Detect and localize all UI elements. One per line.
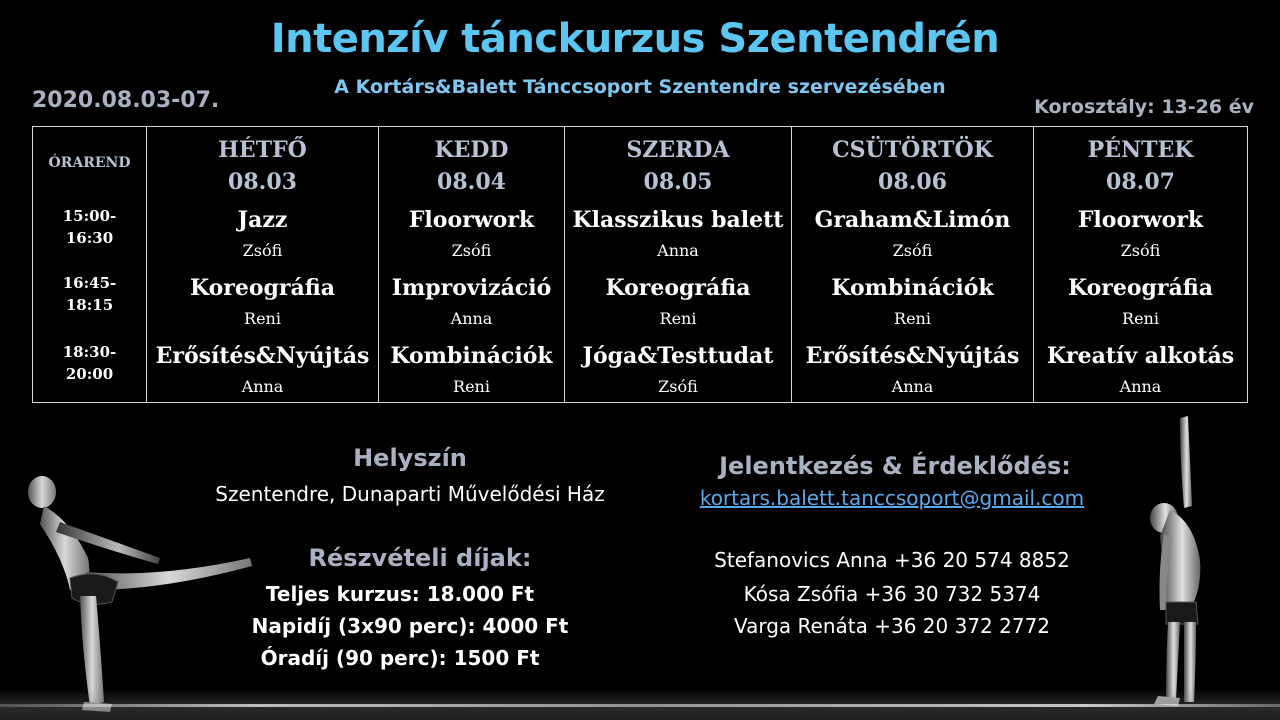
- location-text: Szentendre, Dunaparti Művelődési Ház: [215, 482, 605, 506]
- day-date: 08.03: [228, 169, 297, 195]
- class-name: Kombinációk: [831, 275, 994, 301]
- class-name: Kreatív alkotás: [1046, 343, 1235, 369]
- day-name: PÉNTEK: [1087, 137, 1194, 163]
- class-name: Erősítés&Nyújtás: [805, 343, 1020, 369]
- time-column: [33, 127, 146, 402]
- course-dates: 2020.08.03-07.: [32, 88, 220, 113]
- class-teacher: Reni: [244, 309, 281, 328]
- class-teacher: Anna: [241, 377, 284, 396]
- class-name: Improvizáció: [391, 275, 552, 301]
- day-date: 08.06: [878, 169, 947, 195]
- class-teacher: Anna: [450, 309, 493, 328]
- class-teacher: Reni: [1122, 309, 1159, 328]
- day-column-tuesday: [379, 127, 564, 402]
- time-slot-3: 18:30- 20:00: [62, 343, 117, 383]
- schedule-corner-label: ÓRAREND: [48, 155, 131, 171]
- fee-item: Napidíj (3x90 perc): 4000 Ft: [251, 614, 569, 638]
- stage-floor-line: [0, 704, 1280, 707]
- day-date: 08.04: [437, 169, 506, 195]
- right-dancer-image: [1130, 410, 1280, 720]
- day-name: KEDD: [434, 137, 509, 163]
- class-name: Koreográfia: [1067, 275, 1214, 301]
- class-teacher: Reni: [659, 309, 697, 328]
- organizer-subtitle: A Kortárs&Balett Tánccsoport Szentendre szervezésében: [334, 76, 946, 98]
- fee-item: Óradíj (90 perc): 1500 Ft: [260, 646, 540, 670]
- class-name: Koreográfia: [605, 275, 751, 301]
- age-group: Korosztály: 13-26 év: [1034, 96, 1254, 118]
- class-name: Klasszikus balett: [572, 207, 784, 233]
- time-slot-1: 15:00- 16:30: [62, 207, 117, 247]
- contact-heading: Jelentkezés & Érdeklődés:: [719, 452, 1071, 480]
- contact-email-link[interactable]: kortars.balett.tanccsoport@gmail.com: [699, 486, 1085, 510]
- class-teacher: Reni: [453, 377, 490, 396]
- day-name: CSÜTÖRTÖK: [832, 137, 993, 163]
- day-column-thursday: [792, 127, 1033, 402]
- day-column-wednesday: [565, 127, 791, 402]
- class-name: Floorwork: [408, 207, 535, 233]
- schedule-table: [32, 126, 1248, 403]
- day-name: SZERDA: [626, 137, 730, 163]
- class-teacher: Zsófi: [892, 241, 933, 260]
- contact-person: Kósa Zsófia +36 30 732 5374: [743, 582, 1041, 606]
- day-date: 08.07: [1106, 169, 1175, 195]
- class-name: Graham&Limón: [814, 207, 1011, 233]
- class-name: Jazz: [237, 207, 288, 233]
- fees-heading: Részvételi díjak:: [308, 544, 532, 572]
- class-name: Koreográfia: [189, 275, 336, 301]
- class-teacher: Anna: [657, 241, 699, 260]
- fee-item: Teljes kurzus: 18.000 Ft: [265, 582, 535, 606]
- location-heading: Helyszín: [353, 444, 467, 472]
- class-teacher: Anna: [1119, 377, 1162, 396]
- page-title: Intenzív tánckurzus Szentendrén: [270, 16, 1000, 62]
- class-teacher: Zsófi: [242, 241, 283, 260]
- class-teacher: Reni: [894, 309, 931, 328]
- class-teacher: Zsófi: [658, 377, 698, 396]
- class-name: Kombinációk: [390, 343, 553, 369]
- class-name: Jóga&Testtudat: [582, 343, 774, 369]
- day-column-friday: [1034, 127, 1247, 402]
- class-teacher: Zsófi: [1120, 241, 1161, 260]
- day-date: 08.05: [643, 169, 713, 195]
- day-name: HÉTFŐ: [218, 137, 307, 163]
- time-slot-2: 16:45- 18:15: [62, 274, 117, 314]
- day-column-monday: [147, 127, 378, 402]
- class-name: Floorwork: [1077, 207, 1204, 233]
- class-teacher: Zsófi: [451, 241, 492, 260]
- contact-person: Varga Renáta +36 20 372 2772: [733, 614, 1051, 638]
- contact-person: Stefanovics Anna +36 20 574 8852: [714, 548, 1070, 572]
- class-teacher: Anna: [891, 377, 934, 396]
- class-name: Erősítés&Nyújtás: [155, 343, 370, 369]
